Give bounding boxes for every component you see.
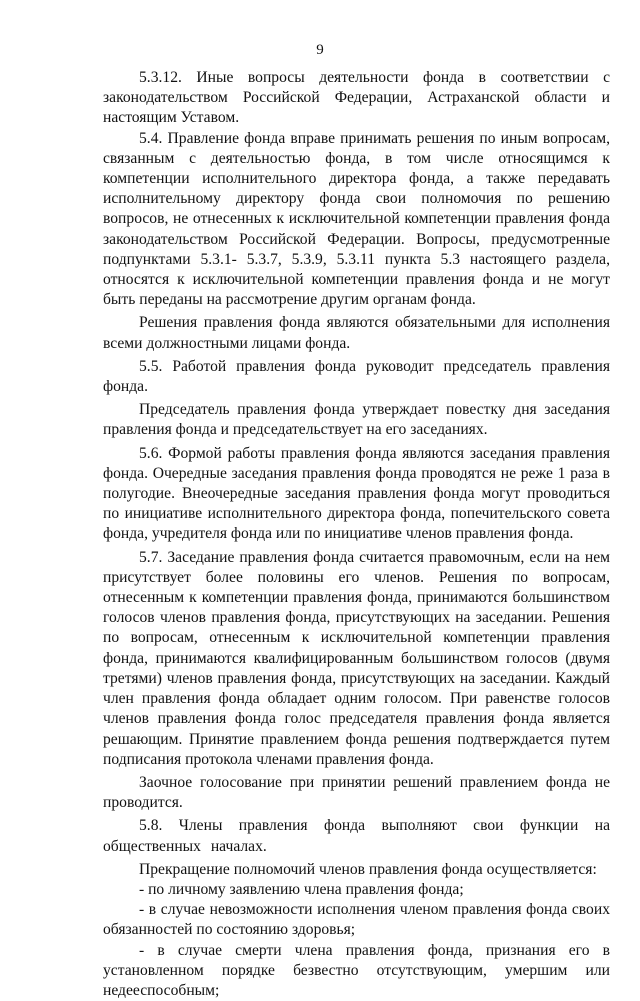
paragraph-5-7: 5.7. Заседание правления фонда считается правомочным, если на нем присутствует более половины его членов. Решения по вопросам, отнесенным к компетенции правления фонда, принимаются большинством голосов членов правления фонда, присутствующих на заседании. Решения по вопросам, отнесенным к исключительной компетенции правления фонда, принимаются квалифицированным большинством голосов (двумя третями) членов правления фонда, присутствующих на заседании. Каждый член правления фонда обладает одним голосом. При равенстве голосов членов правления фонда голос председателя правления фонда является решающим. Принятие правлением фонда решения подтверждается путем подписания протокола членами правления фонда. — [103, 548, 610, 768]
paragraph-absentee-voting: Заочное голосование при принятии решений правлением фонда не проводится. — [103, 773, 610, 812]
paragraph-5-4: 5.4. Правление фонда вправе принимать решения по иным вопросам, связанным с деятельностью фонда, в том числе относящимся к компетенции исполнительного директора фонда, а также передавать исполнительному директору фонда свои полномочия по решению вопросов, не отнесенных к исключительной компетенции правления фонда законодательством Российской Федерации. Вопросы, предусмотренные подпунктами 5.3.1- 5.3.7, 5.3.9, 5.3.11 пункта 5.3 настоящего раздела, относятся к исключительной компетенции правления фонда и не могут быть переданы на рассмотрение другим органам фонда. — [103, 129, 610, 309]
paragraph-termination-intro: Прекращение полномочий членов правления фонда осуществляется: — [139, 860, 597, 878]
list-item-death: - в случае смерти члена правления фонда, признания его в установленном порядке безвестно отсутствующим, умершим или недееспособным; — [103, 941, 610, 999]
paragraph-5-6: 5.6. Формой работы правления фонда являются заседания правления фонда. Очередные заседания правления фонда проводятся не реже 1 раза в полугодие. Внеочередные заседания правления фонда могут проводиться по инициативе исполнительного директора фонда, попечительского совета фонда, учредителя фонда или по инициативе членов правления фонда. — [103, 444, 610, 543]
paragraph-5-8: 5.8. Члены правления фонда выполняют свои функции на общественных началах. — [103, 817, 610, 855]
page-number: 9 — [316, 42, 324, 58]
list-item-health: - в случае невозможности исполнения членом правления фонда своих обязанностей по состоянию здоровья; — [103, 901, 610, 939]
paragraph-decisions-binding: Решения правления фонда являются обязательными для исполнения всеми должностными лицами фонда. — [103, 314, 610, 352]
paragraph-5-3-12: 5.3.12. Иные вопросы деятельности фонда в соответствии с законодательством Российской Федерации, Астраханской области и настоящим Уставом. — [103, 69, 610, 127]
document-body — [103, 68, 610, 1001]
list-item-personal-statement: - по личному заявлению члена правления фонда; — [139, 880, 464, 898]
paragraph-chairman-agenda: Председатель правления фонда утверждает повестку дня заседания правления фонда и председательствует на его заседаниях. — [103, 401, 610, 439]
paragraph-5-5: 5.5. Работой правления фонда руководит председатель правления фонда. — [103, 357, 610, 396]
